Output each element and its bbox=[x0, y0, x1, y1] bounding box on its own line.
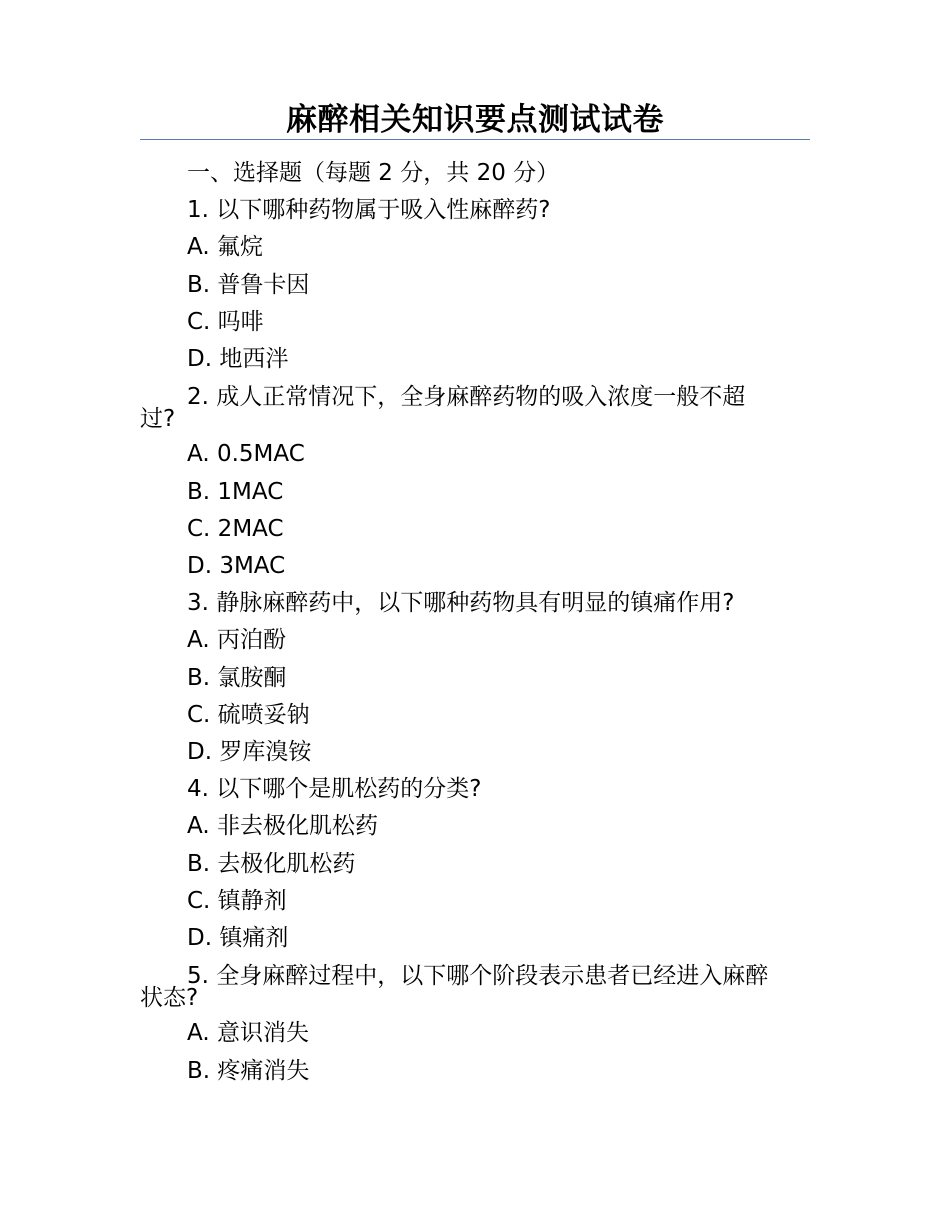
exam-body bbox=[140, 155, 812, 1090]
question-1-stem: 1. 以下哪种药物属于吸入性麻醉药? bbox=[187, 197, 551, 224]
question-4-option-d: D. 镇痛剂 bbox=[187, 925, 289, 952]
question-2-option-a: A. 0.5MAC bbox=[187, 441, 305, 468]
question-2-option-c: C. 2MAC bbox=[187, 515, 284, 542]
question-5-stem-line-2: 状态? bbox=[140, 984, 199, 1011]
question-3-option-c: C. 硫喷妥钠 bbox=[187, 701, 310, 728]
question-5-option-a: A. 意识消失 bbox=[187, 1020, 309, 1047]
question-1-option-a: A. 氟烷 bbox=[187, 234, 263, 261]
question-2-option-b: B. 1MAC bbox=[187, 478, 284, 505]
question-1-option-c: C. 吗啡 bbox=[187, 308, 264, 335]
section-heading: 一、选择题（每题 2 分，共 20 分） bbox=[187, 160, 560, 186]
question-3-option-a: A. 丙泊酚 bbox=[187, 627, 286, 654]
question-2-stem-line-1: 2. 成人正常情况下，全身麻醉药物的吸入浓度一般不超 bbox=[187, 384, 746, 411]
question-5-option-b: B. 疼痛消失 bbox=[187, 1057, 310, 1084]
question-1-option-d: D. 地西泮 bbox=[187, 346, 289, 373]
question-2-option-d: D. 3MAC bbox=[187, 553, 286, 580]
question-4-option-a: A. 非去极化肌松药 bbox=[187, 813, 378, 840]
question-2-stem bbox=[140, 378, 812, 436]
question-4-option-b: B. 去极化肌松药 bbox=[187, 850, 356, 877]
question-1-option-b: B. 普鲁卡因 bbox=[187, 271, 310, 298]
exam-title: 麻醉相关知识要点测试试卷 bbox=[286, 102, 664, 138]
question-2-stem-line-2: 过? bbox=[140, 405, 176, 432]
question-3-stem: 3. 静脉麻醉药中，以下哪种药物具有明显的镇痛作用? bbox=[187, 590, 735, 617]
question-4-option-c: C. 镇静剂 bbox=[187, 887, 287, 914]
title-underline bbox=[140, 139, 810, 140]
question-4-stem: 4. 以下哪个是肌松药的分类? bbox=[187, 776, 482, 803]
question-3-option-d: D. 罗库溴铵 bbox=[187, 739, 312, 766]
question-3-option-b: B. 氯胺酮 bbox=[187, 664, 287, 691]
question-5-stem-line-1: 5. 全身麻醉过程中，以下哪个阶段表示患者已经进入麻醉 bbox=[187, 963, 769, 990]
question-5-stem bbox=[140, 957, 812, 1015]
